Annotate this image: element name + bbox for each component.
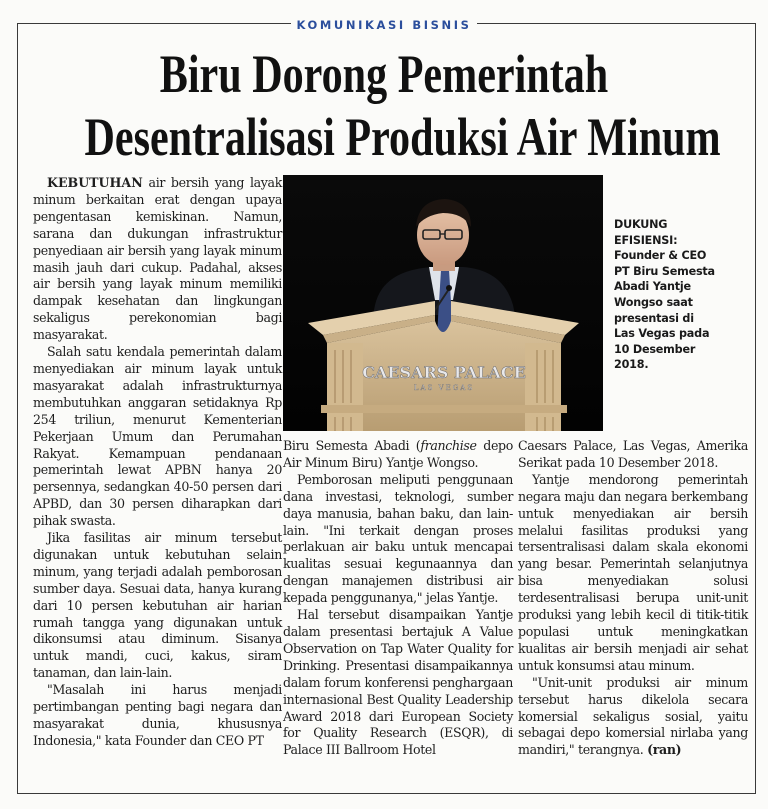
paragraph: Salah satu kendala pemerintah dalam menyediakan air minum layak untuk masyarakat adalah infrastrukturnya membutuhkan anggaran setidaknya Rp 254 triliun, menurut Kementerian Pekerjaan Umum dan Perumahan Rakyat. Kemampuan pendanaan pemerintah lewat APBN hanya 20 persennya, sedangkan 40-50 persen dari APBD, dan 30 persen diharapkan dari pihak swasta. xyxy=(33,344,282,529)
caption-line: Las Vegas pada xyxy=(614,327,710,341)
caption-line: 10 Desember xyxy=(614,342,696,356)
photo-caption xyxy=(614,217,754,373)
paragraph: "Unit-unit produksi air minum tersebut harus dikelola secara komersial sekaligus sosial, yaitu sebagai depo komersial nirlaba yang mandiri," terangnya. (ran) xyxy=(518,674,748,758)
paragraph: Jika fasilitas air minum tersebut digunakan untuk kebutuhan selain minum, yang terjadi adalah pemborosan sumber daya. Sesuai data, hanya kurang dari 10 persen kebutuhan air harian rumah tangga yang digunakan untuk dikonsumsi atau diminum. Sisanya untuk mandi, cuci, kakus, siram tanaman, dan lain-lain. xyxy=(33,530,282,681)
podium-logo-text: CAESARS PALACE xyxy=(362,363,526,382)
photo-speaker-at-podium xyxy=(283,175,603,431)
caption-line: Founder & CEO xyxy=(614,249,707,263)
article-photo xyxy=(283,175,603,431)
article-column-2 xyxy=(283,438,513,759)
paragraph: Yantje mendorong pemerintah negara maju dan negara berkembang untuk menyediakan air bersih melalui fasilitas produksi yang tersentralisasi dalam skala ekonomi yang besar. Pemerintah selanjutnya bisa menyediakan solusi terdesentralisasi berupa unit-unit produksi yang lebih kecil di titik-titik populasi untuk meningkatkan kualitas air bersih menjadi air sehat untuk konsumsi atau minum. xyxy=(518,471,748,673)
section-label-text: KOMUNIKASI BISNIS xyxy=(291,18,478,32)
article-column-3 xyxy=(518,438,748,759)
caption-line: PT Biru Semesta xyxy=(614,264,715,278)
headline-line-2: Desentralisasi Produksi Air Minum xyxy=(84,107,721,167)
caption-line: 2018. xyxy=(614,358,649,372)
headline-line-1: Biru Dorong Pemerintah xyxy=(159,44,609,104)
lead-word: KEBUTUHAN xyxy=(47,175,143,190)
italic-term: franchise xyxy=(420,438,477,453)
section-label xyxy=(0,14,768,33)
paragraph: KEBUTUHAN air bersih yang layak minum berkaitan erat dengan upaya pengentasan kemiskinan. Namun, sarana dan dukungan infrastruktur penyediaan air bersih yang layak minum masih jauh dari cukup. Padahal, akses air bersih yang layak minum memiliki dampak kesehatan dan lingkungan sekaligus perekonomian bagi masyarakat. xyxy=(33,175,282,343)
caption-line: EFISIENSI: xyxy=(614,233,678,247)
caption-line: presentasi di xyxy=(614,311,694,325)
paragraph: Pemborosan meliputi penggunaan dana investasi, teknologi, sumber daya manusia, bahan baku, dan lain-lain. "Ini terkait dengan proses perlakuan air baku untuk mencapai kualitas sesuai kegunaannya dan dengan manajemen distribusi air kepada penggunanya," jelas Yantje. xyxy=(283,471,513,606)
caption-line: Wongso saat xyxy=(614,295,693,309)
paragraph: Biru Semesta Abadi (franchise depo Air Minum Biru) Yantje Wongso. xyxy=(283,438,513,470)
paragraph: Hal tersebut disampaikan Yantje dalam presentasi bertajuk A Value Observation on Tap Water Quality for Drinking. Presentasi disampaikannya dalam forum konferensi penghargaan internasional Best Quality Leadership Award 2018 dari European Society for Quality Research (ESQR), di Palace III Ballroom Hotel xyxy=(283,607,513,758)
author-byline: (ran) xyxy=(647,742,682,758)
article-column-1 xyxy=(33,175,282,750)
paragraph: "Masalah ini harus menjadi pertimbangan penting bagi negara dan masyarakat dunia, khususnya Indonesia," kata Founder dan CEO PT xyxy=(33,682,282,748)
caption-line: DUKUNG xyxy=(614,218,668,231)
podium-logo-subtext: LAS VEGAS xyxy=(413,384,475,392)
paragraph: Caesars Palace, Las Vegas, Amerika Serikat pada 10 Desember 2018. xyxy=(518,438,748,470)
caption-line: Abadi Yantje xyxy=(614,280,691,294)
